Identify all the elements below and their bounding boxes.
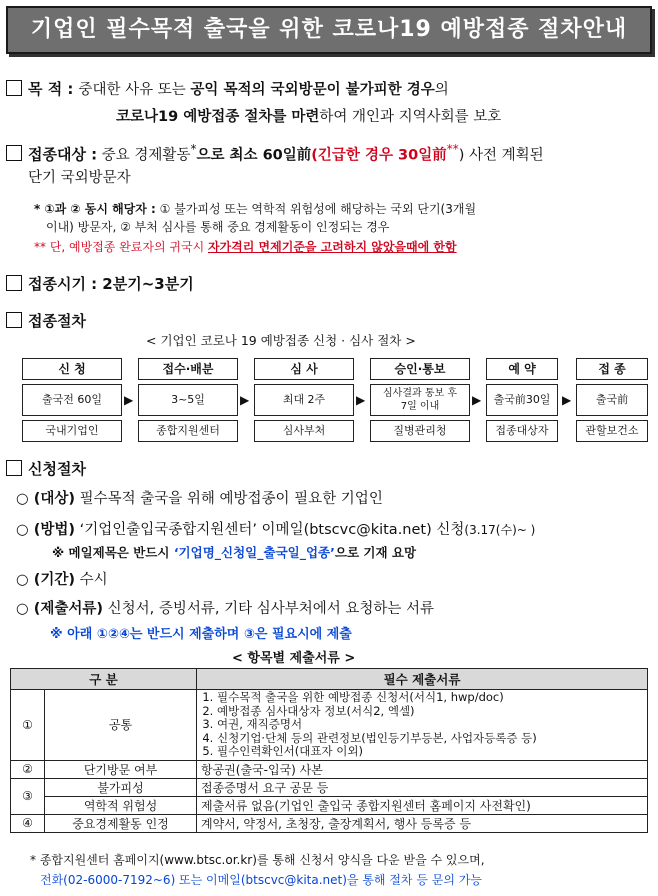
checkbox-icon bbox=[6, 145, 22, 161]
purpose-line-2: 코로나19 예방접종 절차를 마련하여 개인과 지역사회를 보호 bbox=[116, 109, 502, 125]
footer-line-2: 전화(02-6000-7192~6) 또는 이메일(btscvc@kita.net)을 통해 절차 등 문의 가능 bbox=[40, 873, 482, 887]
flow-arrow-icon: ▶ bbox=[472, 393, 482, 407]
target-line-1: 접종대상 : 중요 경제활동*으로 최소 60일前(긴급한 경우 30일前**) 사전 계획된 bbox=[6, 142, 544, 164]
target-note-2: ** 단, 예방접종 완료자의 귀국시 자가격리 면제기준을 고려하지 않았을때에 한함 bbox=[34, 240, 457, 254]
target-note-1: * ①과 ② 동시 해당자 : ① 불가피성 또는 역학적 위험성에 해당하는 국외 단기(3개월 bbox=[34, 202, 477, 216]
page-title: 기업인 필수목적 출국을 위한 코로나19 예방접종 절차안내 bbox=[30, 17, 628, 42]
documents-table bbox=[10, 668, 648, 833]
title-banner bbox=[6, 6, 652, 54]
checkbox-icon bbox=[6, 275, 22, 291]
application-item-documents: ○ (제출서류) 신청서, 증빙서류, 기타 심사부처에서 요청하는 서류 bbox=[16, 601, 435, 617]
checkbox-icon bbox=[6, 312, 22, 328]
flow-step-apply: 신 청 출국전 60일 국내기업인 bbox=[22, 358, 122, 442]
purpose-line-1: 목 적 : 중대한 사유 또는 공익 목적의 국외방문이 불가피한 경우의 bbox=[6, 78, 449, 99]
table-row: ② 단기방문 여부 항공권(출국-입국) 사본 bbox=[11, 760, 648, 778]
table-row: ③ 불가피성 접종증명서 요구 공문 등 bbox=[11, 778, 648, 796]
flow-arrow-icon: ▶ bbox=[124, 393, 134, 407]
flow-step-receive: 접수·배분 3~5일 종합지원센터 bbox=[138, 358, 238, 442]
procedure-caption: < 기업인 코로나 19 예방접종 신청 · 심사 절차 > bbox=[146, 333, 416, 348]
common-docs-list: 1. 필수목적 출국을 위한 예방접종 신청서(서식1, hwp/doc) 2. 예방접종 심사대상자 정보(서식2, 엑셀) 3. 여권, 재직증명서 4. 신청기업·단체 등의 관련정보(법인등기부등본, 사업자등록증 등) 5. 필수인력확인서(대표자 이외) bbox=[201, 690, 643, 760]
submit-note: ※ 아래 ①②④는 반드시 제출하며 ③은 필요시에 제출 bbox=[50, 627, 352, 642]
table-caption: < 항목별 제출서류 > bbox=[232, 651, 356, 666]
flow-arrow-icon: ▶ bbox=[562, 393, 572, 407]
table-row: ④ 중요경제활동 인정 계약서, 약정서, 초청장, 출장계획서, 행사 등록증 등 bbox=[11, 814, 648, 832]
application-item-target: ○ (대상) 필수목적 출국을 위해 예방접종이 필요한 기업인 bbox=[16, 491, 383, 507]
table-row: ① 공통 1. 필수목적 출국을 위한 예방접종 신청서(서식1, hwp/doc) 2. 예방접종 심사대상자 정보(서식2, 엑셀) 3. 여권, 재직증명서 4. 신청기업·단체 등의 관련정보(법인등기부등본, 사업자등록증 등) 5. 필수인력확인서(대표자 이외) bbox=[11, 690, 648, 761]
flow-step-reserve: 예 약 출국前30일 접종대상자 bbox=[486, 358, 558, 442]
application-item-period: ○ (기간) 수시 bbox=[16, 572, 108, 588]
checkbox-icon bbox=[6, 460, 22, 476]
table-row: 역학적 위험성 제출서류 없음(기업인 출입국 종합지원센터 홈페이지 사전확인) bbox=[11, 796, 648, 814]
application-mail-note: ※ 메일제목은 반드시 ‘기업명_신청일_출국일_업종’으로 기재 요망 bbox=[52, 545, 417, 560]
flow-step-review: 심 사 최대 2주 심사부처 bbox=[254, 358, 354, 442]
procedure-heading: 접종절차 bbox=[6, 310, 86, 331]
application-heading: 신청절차 bbox=[6, 458, 86, 479]
flow-arrow-icon: ▶ bbox=[240, 393, 250, 407]
flow-step-approve: 승인·통보 심사결과 통보 후 7일 이내 질병관리청 bbox=[370, 358, 470, 442]
footer-line-1: * 종합지원센터 홈페이지(www.btsc.or.kr)를 통해 신청서 양식을 다운 받을 수 있으며, bbox=[30, 853, 485, 867]
timing-line: 접종시기 : 2분기~3분기 bbox=[6, 273, 194, 294]
flow-arrow-icon: ▶ bbox=[356, 393, 366, 407]
table-header-row: 구 분 필수 제출서류 bbox=[11, 669, 648, 690]
target-line-2: 단기 국외방문자 bbox=[28, 170, 131, 186]
application-item-method: ○ (방법) ‘기업인출입국종합지원센터’ 이메일(btscvc@kita.net) 신청(3.17(수)~ ) bbox=[16, 522, 536, 538]
flow-step-vaccinate: 접 종 출국前 관할보건소 bbox=[576, 358, 648, 442]
target-note-1-cont: 이내) 방문자, ② 부처 심사를 통해 중요 경제활동이 인정되는 경우 bbox=[46, 220, 390, 234]
checkbox-icon bbox=[6, 80, 22, 96]
